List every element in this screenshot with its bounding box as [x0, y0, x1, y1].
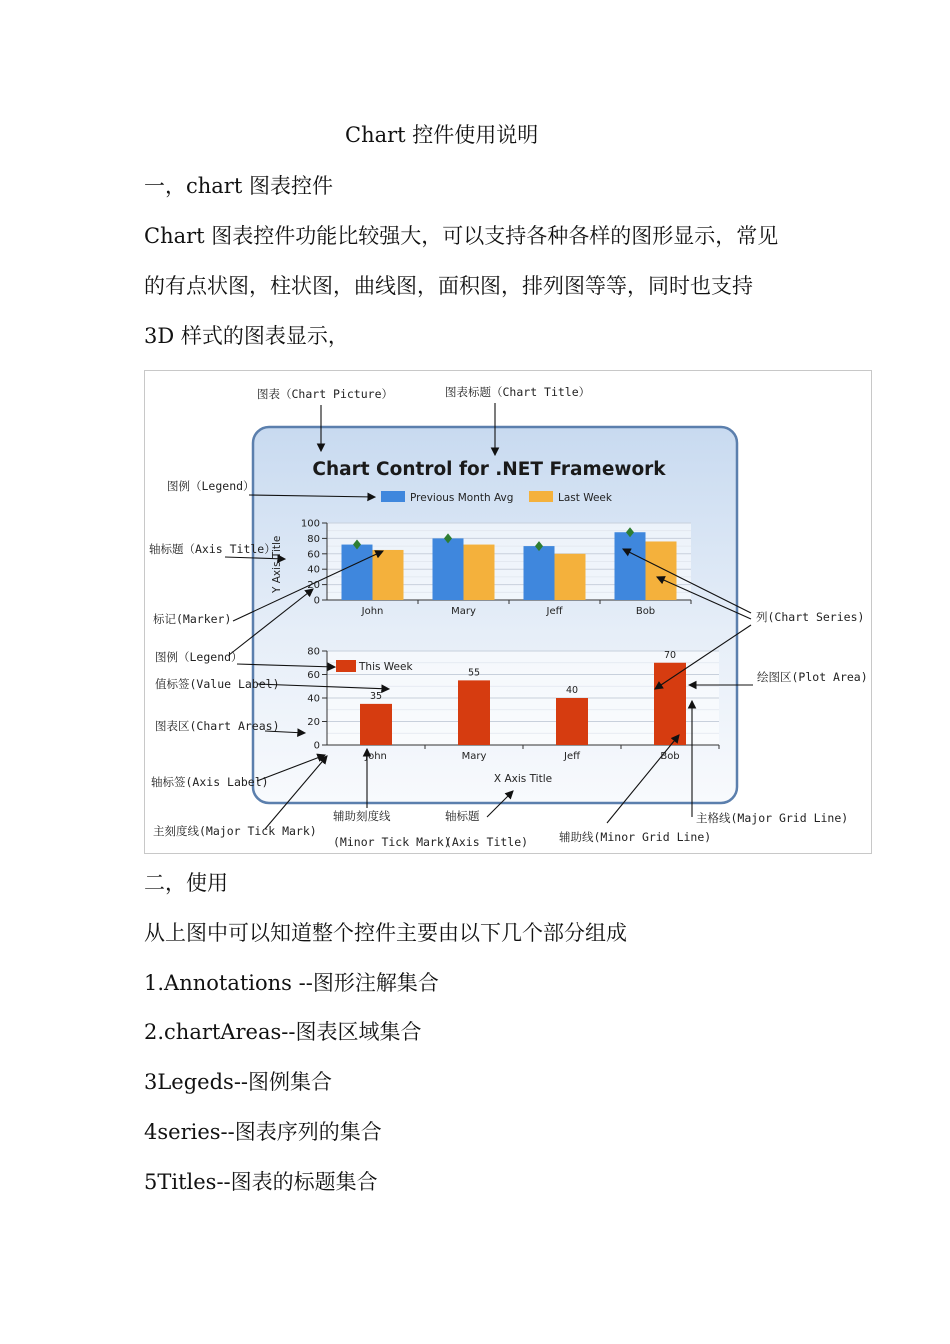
annotation-chart-areas: 图表区(Chart Areas): [155, 719, 280, 733]
annotation-axis-title: 轴标题（Axis Title）: [149, 542, 276, 556]
x-tick-label: John: [361, 606, 384, 617]
bar-john-series-1: [342, 545, 373, 600]
x-tick-label: John: [365, 751, 387, 762]
legend-label-last-week: Last Week: [558, 492, 612, 504]
x-tick-label: Jeff: [546, 606, 563, 617]
value-label: 35: [369, 690, 383, 702]
chart-panel: [253, 427, 737, 803]
chart-figure-svg: [145, 371, 873, 855]
y-tick-label: 0: [313, 740, 320, 752]
annotation-plot-area: 绘图区(Plot Area): [757, 670, 868, 684]
y-tick-label: 40: [307, 564, 320, 576]
y-tick-label: 60: [307, 670, 320, 681]
legend-label-previous-month: Previous Month Avg: [410, 492, 514, 504]
value-label: 70: [663, 649, 677, 661]
annotation-minor-grid: 辅助线(Minor Grid Line): [559, 830, 712, 844]
section1-heading: 一，chart 图表控件: [144, 174, 333, 198]
x-tick-label: Mary: [461, 751, 487, 762]
intro-line: 的有点状图，柱状图，曲线图，面积图，排列图等等，同时也支持: [144, 274, 753, 298]
legend-swatch-this-week: [336, 660, 356, 672]
chart-figure: [144, 370, 872, 854]
intro-line: Chart 图表控件功能比较强大，可以支持各种各样的图形显示，常见: [144, 224, 779, 248]
value-label: 40: [565, 685, 579, 696]
component-item: 1.Annotations --图形注解集合: [144, 971, 439, 995]
y-tick-label: 20: [307, 580, 320, 592]
component-item: 5Titles--图表的标题集合: [144, 1170, 378, 1194]
component-item: 4series--图表序列的集合: [144, 1120, 382, 1144]
bar-bob-series-1: [615, 532, 646, 600]
bar-mary-series-1: [433, 538, 464, 600]
y-tick-label: 60: [307, 549, 320, 561]
bar-mary-series-2: [464, 545, 495, 600]
annotation-minor-tick-en: (Minor Tick Mark): [333, 835, 451, 849]
y-axis-title: Y Axis Title: [271, 535, 283, 593]
annotation-value-label: 值标签(Value Label): [155, 677, 280, 691]
y-tick-label: 80: [307, 533, 320, 545]
x-tick-label: Bob: [660, 751, 680, 762]
annotation-axis-title-bottom-cn: 轴标题: [445, 809, 480, 823]
annotation-legend-bottom: 图例（Legend）: [155, 650, 243, 664]
x-tick-label: Mary: [451, 606, 476, 617]
document-title: Chart 控件使用说明: [345, 123, 539, 147]
y-tick-label: 40: [307, 693, 320, 705]
annotation-series: 列(Chart Series): [756, 610, 865, 624]
legend-label-this-week: This Week: [359, 661, 413, 673]
y-tick-label: 0: [313, 595, 320, 607]
bar-mary-series-1: [458, 680, 490, 745]
bar-bob-series-2: [646, 541, 677, 600]
annotation-major-tick: 主刻度线(Major Tick Mark): [153, 824, 317, 838]
x-tick-label: Bob: [635, 606, 656, 617]
bar-jeff-series-1: [524, 546, 555, 600]
bar-bob-series-1: [654, 663, 686, 745]
x-tick-label: Jeff: [564, 751, 580, 762]
annotation-chart-title: 图表标题（Chart Title）: [445, 385, 591, 399]
component-item: 2.chartAreas--图表区域集合: [144, 1020, 422, 1044]
y-tick-label: 20: [307, 717, 320, 728]
value-label: 55: [467, 667, 481, 679]
annotation-marker: 标记(Marker): [153, 612, 232, 626]
annotation-minor-tick-cn: 辅助刻度线: [333, 809, 391, 823]
y-tick-label: 80: [307, 646, 320, 658]
bar-john-series-1: [360, 704, 392, 745]
section2-intro: 从上图中可以知道整个控件主要由以下几个部分组成: [144, 921, 627, 945]
y-tick-label: 100: [300, 518, 320, 530]
annotation-major-grid: 主格线(Major Grid Line): [696, 811, 849, 825]
annotation-chart-picture: 图表（Chart Picture）: [257, 387, 394, 401]
legend-swatch-last-week: [529, 491, 553, 502]
bar-john-series-2: [373, 550, 404, 600]
legend-swatch-previous-month: [381, 491, 405, 502]
section2-heading: 二，使用: [144, 871, 228, 895]
component-item: 3Legeds--图例集合: [144, 1070, 333, 1094]
annotation-axis-title-bottom-en: (Axis Title): [445, 835, 529, 849]
annotation-legend-top: 图例（Legend）: [167, 479, 255, 493]
bar-jeff-series-1: [556, 698, 588, 745]
chart-title: Chart Control for .NET Framework: [312, 459, 666, 480]
intro-line: 3D 样式的图表显示，: [144, 324, 349, 348]
annotation-axis-label: 轴标签(Axis Label): [151, 775, 269, 789]
x-axis-title: X Axis Title: [493, 773, 553, 785]
bar-jeff-series-2: [555, 554, 586, 600]
